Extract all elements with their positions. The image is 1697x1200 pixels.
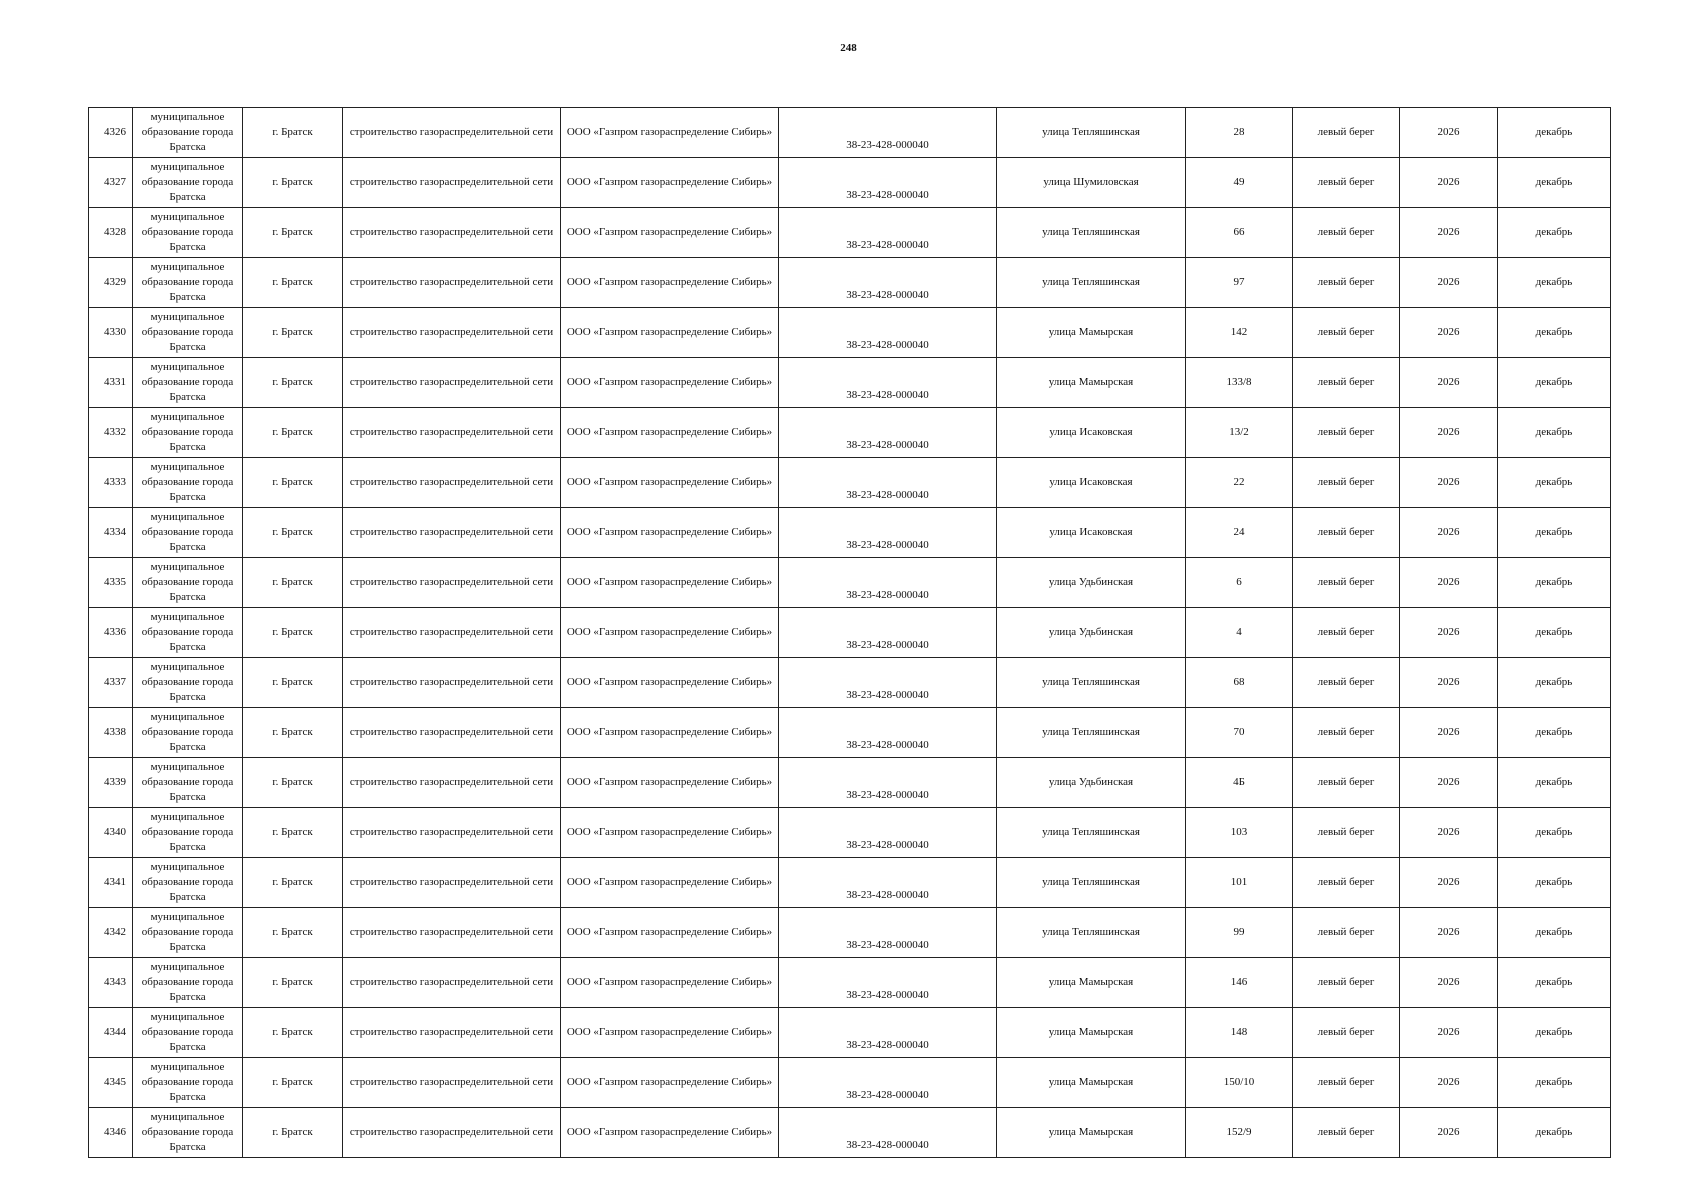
object-code-cell: 38-23-428-000040 — [779, 1108, 997, 1158]
year-cell: 2026 — [1400, 958, 1498, 1008]
house-number-cell: 66 — [1186, 208, 1293, 258]
row-number: 4327 — [89, 158, 133, 208]
street-cell: улица Исаковская — [997, 408, 1186, 458]
city-cell: г. Братск — [243, 858, 343, 908]
work-type-cell: строительство газораспределительной сети — [343, 808, 561, 858]
house-number-cell: 148 — [1186, 1008, 1293, 1058]
month-cell: декабрь — [1498, 1058, 1611, 1108]
municipality-cell: муниципальное образование города Братска — [133, 658, 243, 708]
street-cell: улица Тепляшинская — [997, 208, 1186, 258]
year-cell: 2026 — [1400, 1008, 1498, 1058]
row-number: 4333 — [89, 458, 133, 508]
month-cell: декабрь — [1498, 958, 1611, 1008]
year-cell: 2026 — [1400, 208, 1498, 258]
organization-cell: ООО «Газпром газораспределение Сибирь» — [561, 958, 779, 1008]
city-cell: г. Братск — [243, 1008, 343, 1058]
street-cell: улица Исаковская — [997, 508, 1186, 558]
year-cell: 2026 — [1400, 1058, 1498, 1108]
work-type-cell: строительство газораспределительной сети — [343, 208, 561, 258]
house-number-cell: 103 — [1186, 808, 1293, 858]
house-number-cell: 49 — [1186, 158, 1293, 208]
city-cell: г. Братск — [243, 908, 343, 958]
organization-cell: ООО «Газпром газораспределение Сибирь» — [561, 508, 779, 558]
year-cell: 2026 — [1400, 1108, 1498, 1158]
row-number: 4343 — [89, 958, 133, 1008]
house-number-cell: 152/9 — [1186, 1108, 1293, 1158]
municipality-cell: муниципальное образование города Братска — [133, 358, 243, 408]
month-cell: декабрь — [1498, 408, 1611, 458]
object-code-cell: 38-23-428-000040 — [779, 308, 997, 358]
table-row — [89, 308, 1611, 358]
table-row — [89, 958, 1611, 1008]
street-cell: улица Удьбинская — [997, 608, 1186, 658]
year-cell: 2026 — [1400, 558, 1498, 608]
house-number-cell: 22 — [1186, 458, 1293, 508]
year-cell: 2026 — [1400, 458, 1498, 508]
table-row — [89, 758, 1611, 808]
work-type-cell: строительство газораспределительной сети — [343, 858, 561, 908]
house-number-cell: 146 — [1186, 958, 1293, 1008]
registry-table — [88, 107, 1611, 1158]
house-number-cell: 142 — [1186, 308, 1293, 358]
table-body — [89, 108, 1611, 1158]
river-bank-cell: левый берег — [1293, 908, 1400, 958]
municipality-cell: муниципальное образование города Братска — [133, 158, 243, 208]
municipality-cell: муниципальное образование города Братска — [133, 258, 243, 308]
municipality-cell: муниципальное образование города Братска — [133, 908, 243, 958]
year-cell: 2026 — [1400, 808, 1498, 858]
year-cell: 2026 — [1400, 658, 1498, 708]
page-number: 248 — [840, 42, 857, 54]
table-row — [89, 658, 1611, 708]
year-cell: 2026 — [1400, 258, 1498, 308]
city-cell: г. Братск — [243, 408, 343, 458]
river-bank-cell: левый берег — [1293, 758, 1400, 808]
street-cell: улица Мамырская — [997, 358, 1186, 408]
month-cell: декабрь — [1498, 358, 1611, 408]
year-cell: 2026 — [1400, 908, 1498, 958]
month-cell: декабрь — [1498, 758, 1611, 808]
municipality-cell: муниципальное образование города Братска — [133, 508, 243, 558]
table-row — [89, 508, 1611, 558]
object-code-cell: 38-23-428-000040 — [779, 658, 997, 708]
street-cell: улица Мамырская — [997, 958, 1186, 1008]
work-type-cell: строительство газораспределительной сети — [343, 558, 561, 608]
organization-cell: ООО «Газпром газораспределение Сибирь» — [561, 408, 779, 458]
organization-cell: ООО «Газпром газораспределение Сибирь» — [561, 208, 779, 258]
city-cell: г. Братск — [243, 608, 343, 658]
house-number-cell: 68 — [1186, 658, 1293, 708]
work-type-cell: строительство газораспределительной сети — [343, 358, 561, 408]
work-type-cell: строительство газораспределительной сети — [343, 308, 561, 358]
row-number: 4341 — [89, 858, 133, 908]
object-code-cell: 38-23-428-000040 — [779, 458, 997, 508]
row-number: 4328 — [89, 208, 133, 258]
municipality-cell: муниципальное образование города Братска — [133, 808, 243, 858]
municipality-cell: муниципальное образование города Братска — [133, 708, 243, 758]
month-cell: декабрь — [1498, 308, 1611, 358]
river-bank-cell: левый берег — [1293, 558, 1400, 608]
river-bank-cell: левый берег — [1293, 858, 1400, 908]
city-cell: г. Братск — [243, 458, 343, 508]
month-cell: декабрь — [1498, 558, 1611, 608]
work-type-cell: строительство газораспределительной сети — [343, 408, 561, 458]
organization-cell: ООО «Газпром газораспределение Сибирь» — [561, 1108, 779, 1158]
house-number-cell: 97 — [1186, 258, 1293, 308]
street-cell: улица Мамырская — [997, 1108, 1186, 1158]
year-cell: 2026 — [1400, 508, 1498, 558]
street-cell: улица Тепляшинская — [997, 858, 1186, 908]
river-bank-cell: левый берег — [1293, 1058, 1400, 1108]
street-cell: улица Шумиловская — [997, 158, 1186, 208]
city-cell: г. Братск — [243, 1058, 343, 1108]
row-number: 4340 — [89, 808, 133, 858]
river-bank-cell: левый берег — [1293, 1008, 1400, 1058]
table-row — [89, 608, 1611, 658]
year-cell: 2026 — [1400, 108, 1498, 158]
row-number: 4335 — [89, 558, 133, 608]
row-number: 4338 — [89, 708, 133, 758]
object-code-cell: 38-23-428-000040 — [779, 108, 997, 158]
river-bank-cell: левый берег — [1293, 158, 1400, 208]
street-cell: улица Удьбинская — [997, 558, 1186, 608]
year-cell: 2026 — [1400, 358, 1498, 408]
street-cell: улица Удьбинская — [997, 758, 1186, 808]
object-code-cell: 38-23-428-000040 — [779, 758, 997, 808]
object-code-cell: 38-23-428-000040 — [779, 808, 997, 858]
organization-cell: ООО «Газпром газораспределение Сибирь» — [561, 158, 779, 208]
table-row — [89, 858, 1611, 908]
municipality-cell: муниципальное образование города Братска — [133, 958, 243, 1008]
street-cell: улица Мамырская — [997, 1008, 1186, 1058]
month-cell: декабрь — [1498, 908, 1611, 958]
street-cell: улица Тепляшинская — [997, 258, 1186, 308]
municipality-cell: муниципальное образование города Братска — [133, 1008, 243, 1058]
row-number: 4337 — [89, 658, 133, 708]
city-cell: г. Братск — [243, 708, 343, 758]
row-number: 4331 — [89, 358, 133, 408]
month-cell: декабрь — [1498, 1008, 1611, 1058]
row-number: 4330 — [89, 308, 133, 358]
house-number-cell: 101 — [1186, 858, 1293, 908]
city-cell: г. Братск — [243, 508, 343, 558]
organization-cell: ООО «Газпром газораспределение Сибирь» — [561, 658, 779, 708]
organization-cell: ООО «Газпром газораспределение Сибирь» — [561, 108, 779, 158]
house-number-cell: 13/2 — [1186, 408, 1293, 458]
municipality-cell: муниципальное образование города Братска — [133, 208, 243, 258]
object-code-cell: 38-23-428-000040 — [779, 258, 997, 308]
organization-cell: ООО «Газпром газораспределение Сибирь» — [561, 258, 779, 308]
month-cell: декабрь — [1498, 508, 1611, 558]
street-cell: улица Тепляшинская — [997, 708, 1186, 758]
work-type-cell: строительство газораспределительной сети — [343, 658, 561, 708]
river-bank-cell: левый берег — [1293, 808, 1400, 858]
house-number-cell: 6 — [1186, 558, 1293, 608]
month-cell: декабрь — [1498, 1108, 1611, 1158]
municipality-cell: муниципальное образование города Братска — [133, 308, 243, 358]
table-row — [89, 908, 1611, 958]
city-cell: г. Братск — [243, 208, 343, 258]
object-code-cell: 38-23-428-000040 — [779, 408, 997, 458]
organization-cell: ООО «Газпром газораспределение Сибирь» — [561, 908, 779, 958]
city-cell: г. Братск — [243, 558, 343, 608]
year-cell: 2026 — [1400, 158, 1498, 208]
row-number: 4326 — [89, 108, 133, 158]
city-cell: г. Братск — [243, 158, 343, 208]
work-type-cell: строительство газораспределительной сети — [343, 508, 561, 558]
year-cell: 2026 — [1400, 408, 1498, 458]
house-number-cell: 24 — [1186, 508, 1293, 558]
object-code-cell: 38-23-428-000040 — [779, 208, 997, 258]
table-row — [89, 558, 1611, 608]
organization-cell: ООО «Газпром газораспределение Сибирь» — [561, 608, 779, 658]
river-bank-cell: левый берег — [1293, 608, 1400, 658]
organization-cell: ООО «Газпром газораспределение Сибирь» — [561, 558, 779, 608]
river-bank-cell: левый берег — [1293, 658, 1400, 708]
municipality-cell: муниципальное образование города Братска — [133, 1108, 243, 1158]
row-number: 4339 — [89, 758, 133, 808]
work-type-cell: строительство газораспределительной сети — [343, 908, 561, 958]
table-row — [89, 108, 1611, 158]
table-row — [89, 358, 1611, 408]
river-bank-cell: левый берег — [1293, 408, 1400, 458]
house-number-cell: 70 — [1186, 708, 1293, 758]
organization-cell: ООО «Газпром газораспределение Сибирь» — [561, 358, 779, 408]
municipality-cell: муниципальное образование города Братска — [133, 558, 243, 608]
object-code-cell: 38-23-428-000040 — [779, 1058, 997, 1108]
house-number-cell: 150/10 — [1186, 1058, 1293, 1108]
row-number: 4342 — [89, 908, 133, 958]
object-code-cell: 38-23-428-000040 — [779, 1008, 997, 1058]
street-cell: улица Тепляшинская — [997, 108, 1186, 158]
city-cell: г. Братск — [243, 758, 343, 808]
month-cell: декабрь — [1498, 658, 1611, 708]
work-type-cell: строительство газораспределительной сети — [343, 108, 561, 158]
organization-cell: ООО «Газпром газораспределение Сибирь» — [561, 458, 779, 508]
city-cell: г. Братск — [243, 258, 343, 308]
row-number: 4332 — [89, 408, 133, 458]
street-cell: улица Тепляшинская — [997, 908, 1186, 958]
work-type-cell: строительство газораспределительной сети — [343, 458, 561, 508]
year-cell: 2026 — [1400, 608, 1498, 658]
work-type-cell: строительство газораспределительной сети — [343, 608, 561, 658]
house-number-cell: 4 — [1186, 608, 1293, 658]
row-number: 4346 — [89, 1108, 133, 1158]
month-cell: декабрь — [1498, 608, 1611, 658]
row-number: 4329 — [89, 258, 133, 308]
object-code-cell: 38-23-428-000040 — [779, 908, 997, 958]
work-type-cell: строительство газораспределительной сети — [343, 708, 561, 758]
municipality-cell: муниципальное образование города Братска — [133, 858, 243, 908]
object-code-cell: 38-23-428-000040 — [779, 508, 997, 558]
month-cell: декабрь — [1498, 158, 1611, 208]
house-number-cell: 28 — [1186, 108, 1293, 158]
year-cell: 2026 — [1400, 858, 1498, 908]
city-cell: г. Братск — [243, 308, 343, 358]
object-code-cell: 38-23-428-000040 — [779, 708, 997, 758]
municipality-cell: муниципальное образование города Братска — [133, 108, 243, 158]
river-bank-cell: левый берег — [1293, 1108, 1400, 1158]
table-row — [89, 458, 1611, 508]
river-bank-cell: левый берег — [1293, 108, 1400, 158]
city-cell: г. Братск — [243, 958, 343, 1008]
house-number-cell: 4Б — [1186, 758, 1293, 808]
organization-cell: ООО «Газпром газораспределение Сибирь» — [561, 708, 779, 758]
object-code-cell: 38-23-428-000040 — [779, 358, 997, 408]
month-cell: декабрь — [1498, 808, 1611, 858]
street-cell: улица Мамырская — [997, 308, 1186, 358]
month-cell: декабрь — [1498, 858, 1611, 908]
object-code-cell: 38-23-428-000040 — [779, 158, 997, 208]
work-type-cell: строительство газораспределительной сети — [343, 1058, 561, 1108]
table-row — [89, 708, 1611, 758]
river-bank-cell: левый берег — [1293, 508, 1400, 558]
house-number-cell: 133/8 — [1186, 358, 1293, 408]
work-type-cell: строительство газораспределительной сети — [343, 158, 561, 208]
city-cell: г. Братск — [243, 108, 343, 158]
object-code-cell: 38-23-428-000040 — [779, 858, 997, 908]
municipality-cell: муниципальное образование города Братска — [133, 1058, 243, 1108]
month-cell: декабрь — [1498, 708, 1611, 758]
city-cell: г. Братск — [243, 1108, 343, 1158]
year-cell: 2026 — [1400, 308, 1498, 358]
year-cell: 2026 — [1400, 758, 1498, 808]
work-type-cell: строительство газораспределительной сети — [343, 258, 561, 308]
month-cell: декабрь — [1498, 458, 1611, 508]
organization-cell: ООО «Газпром газораспределение Сибирь» — [561, 308, 779, 358]
river-bank-cell: левый берег — [1293, 308, 1400, 358]
table-row — [89, 158, 1611, 208]
year-cell: 2026 — [1400, 708, 1498, 758]
table-row — [89, 1108, 1611, 1158]
municipality-cell: муниципальное образование города Братска — [133, 408, 243, 458]
row-number: 4334 — [89, 508, 133, 558]
municipality-cell: муниципальное образование города Братска — [133, 458, 243, 508]
river-bank-cell: левый берег — [1293, 208, 1400, 258]
table-row — [89, 258, 1611, 308]
house-number-cell: 99 — [1186, 908, 1293, 958]
work-type-cell: строительство газораспределительной сети — [343, 758, 561, 808]
table-row — [89, 1008, 1611, 1058]
river-bank-cell: левый берег — [1293, 958, 1400, 1008]
organization-cell: ООО «Газпром газораспределение Сибирь» — [561, 758, 779, 808]
city-cell: г. Братск — [243, 358, 343, 408]
object-code-cell: 38-23-428-000040 — [779, 958, 997, 1008]
municipality-cell: муниципальное образование города Братска — [133, 608, 243, 658]
month-cell: декабрь — [1498, 108, 1611, 158]
work-type-cell: строительство газораспределительной сети — [343, 958, 561, 1008]
organization-cell: ООО «Газпром газораспределение Сибирь» — [561, 858, 779, 908]
street-cell: улица Тепляшинская — [997, 658, 1186, 708]
month-cell: декабрь — [1498, 208, 1611, 258]
table-row — [89, 408, 1611, 458]
row-number: 4344 — [89, 1008, 133, 1058]
river-bank-cell: левый берег — [1293, 258, 1400, 308]
work-type-cell: строительство газораспределительной сети — [343, 1108, 561, 1158]
object-code-cell: 38-23-428-000040 — [779, 608, 997, 658]
street-cell: улица Тепляшинская — [997, 808, 1186, 858]
river-bank-cell: левый берег — [1293, 358, 1400, 408]
city-cell: г. Братск — [243, 658, 343, 708]
row-number: 4345 — [89, 1058, 133, 1108]
organization-cell: ООО «Газпром газораспределение Сибирь» — [561, 808, 779, 858]
street-cell: улица Исаковская — [997, 458, 1186, 508]
object-code-cell: 38-23-428-000040 — [779, 558, 997, 608]
organization-cell: ООО «Газпром газораспределение Сибирь» — [561, 1058, 779, 1108]
table-row — [89, 1058, 1611, 1108]
street-cell: улица Мамырская — [997, 1058, 1186, 1108]
municipality-cell: муниципальное образование города Братска — [133, 758, 243, 808]
river-bank-cell: левый берег — [1293, 458, 1400, 508]
table-row — [89, 208, 1611, 258]
river-bank-cell: левый берег — [1293, 708, 1400, 758]
row-number: 4336 — [89, 608, 133, 658]
work-type-cell: строительство газораспределительной сети — [343, 1008, 561, 1058]
organization-cell: ООО «Газпром газораспределение Сибирь» — [561, 1008, 779, 1058]
table-row — [89, 808, 1611, 858]
month-cell: декабрь — [1498, 258, 1611, 308]
city-cell: г. Братск — [243, 808, 343, 858]
